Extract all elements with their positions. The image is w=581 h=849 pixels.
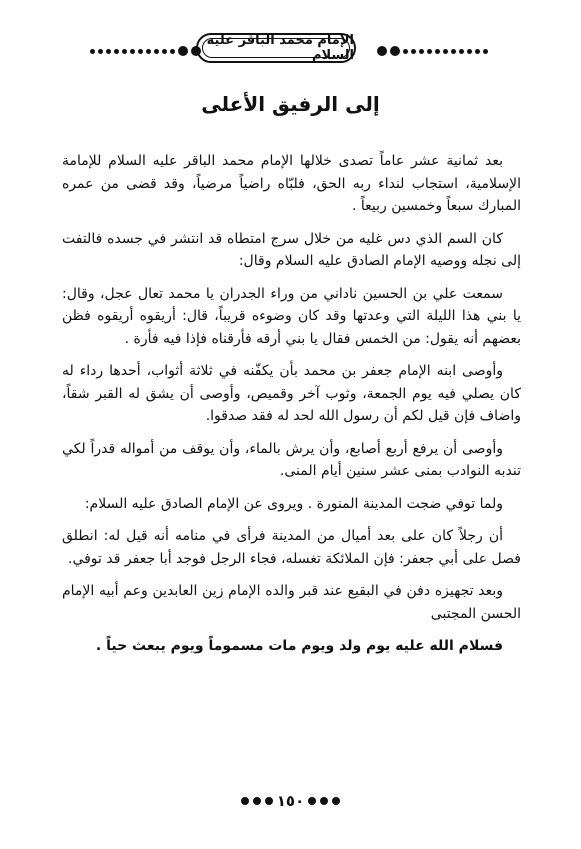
footer-dot: [253, 797, 261, 805]
running-title: الإمام محمد الباقر عليه السلام: [206, 33, 354, 63]
body-text: [62, 150, 521, 668]
running-header: [84, 32, 494, 68]
paragraph: سمعت علي بن الحسين ناداني من وراء الجدران يا محمد تعال عجل، وقال: يا بني هذا الليلة التي وعدتها وقد كان وضوءه قريباً، قال: أريقوه أريقوه فظن بعضهم أنه يقول: من الخمس فقال يا بني أرقه فأرقناه فإذا فيه فأرة .: [62, 285, 521, 347]
paragraph: وأوصى ابنه الإمام جعفر بن محمد بأن يكفّنه في ثلاثة أثواب، أحدها رداء له كان يصلي فيه يوم الجمعة، وثوب آخر وقميص، وأوصى أن يشق له القبر شقاً، واضاف فإن قيل لكم أن رسول الله لحد له فقد صدقوا.: [62, 363, 521, 424]
footer-dot: [308, 797, 316, 805]
footer-dot: [332, 797, 340, 805]
paragraph: ولما توفي ضجت المدينة المنورة . ويروى عن الإمام الصادق عليه السلام:: [84, 495, 503, 512]
footer-dot: [320, 797, 328, 805]
section-title: إلى الرفيق الأعلى: [201, 92, 380, 116]
paragraph: وبعد تجهيزه دفن في البقيع عند قبر والده الإمام زين العابدين وعم أبيه الإمام الحسن المجتبى: [62, 583, 521, 622]
footer-dot: [241, 797, 249, 805]
paragraph: بعد ثمانية عشر عاماً تصدى خلالها الإمام محمد الباقر عليه السلام للإمامة الإسلامية، استجاب لنداء ربه الحق، فلبّاه راضياً مرضياً، وقد قضى من عمره المبارك سبعاً وخمسين ربيعاً .: [62, 153, 521, 214]
header-title-frame: [196, 33, 356, 63]
page-footer: [0, 792, 581, 810]
footer-dot: [265, 797, 273, 805]
paragraph: كان السم الذي دس غليه من خلال سرج امتطاه قد انتشر في جسده فالتفت إلى نجله ووصيه الإمام الصادق عليه السلام وقال:: [62, 230, 521, 269]
header-dots-right: [377, 45, 488, 57]
paragraph: أن رجلاً كان على بعد أميال من المدينة فرأى في منامه أنه قيل له: انطلق فصل على أبي جعفر: فإن الملائكة تغسله، فجاء الرجل فوجد أبا جعفر قد توفي.: [62, 528, 521, 567]
paragraph: وأوصى أن يرفع أربع أصابع، وأن يرش بالماء، وأن يوقف من أمواله قدراً لكي تندبه النوادب بمنى عشر سنين أيام المنى.: [62, 440, 521, 479]
page-number: ١٥٠: [276, 792, 305, 810]
header-dots-left: [90, 45, 201, 57]
closing-paragraph: فسلام الله عليه يوم ولد ويوم مات مسموماً ويوم يبعث حياً .: [95, 638, 503, 654]
